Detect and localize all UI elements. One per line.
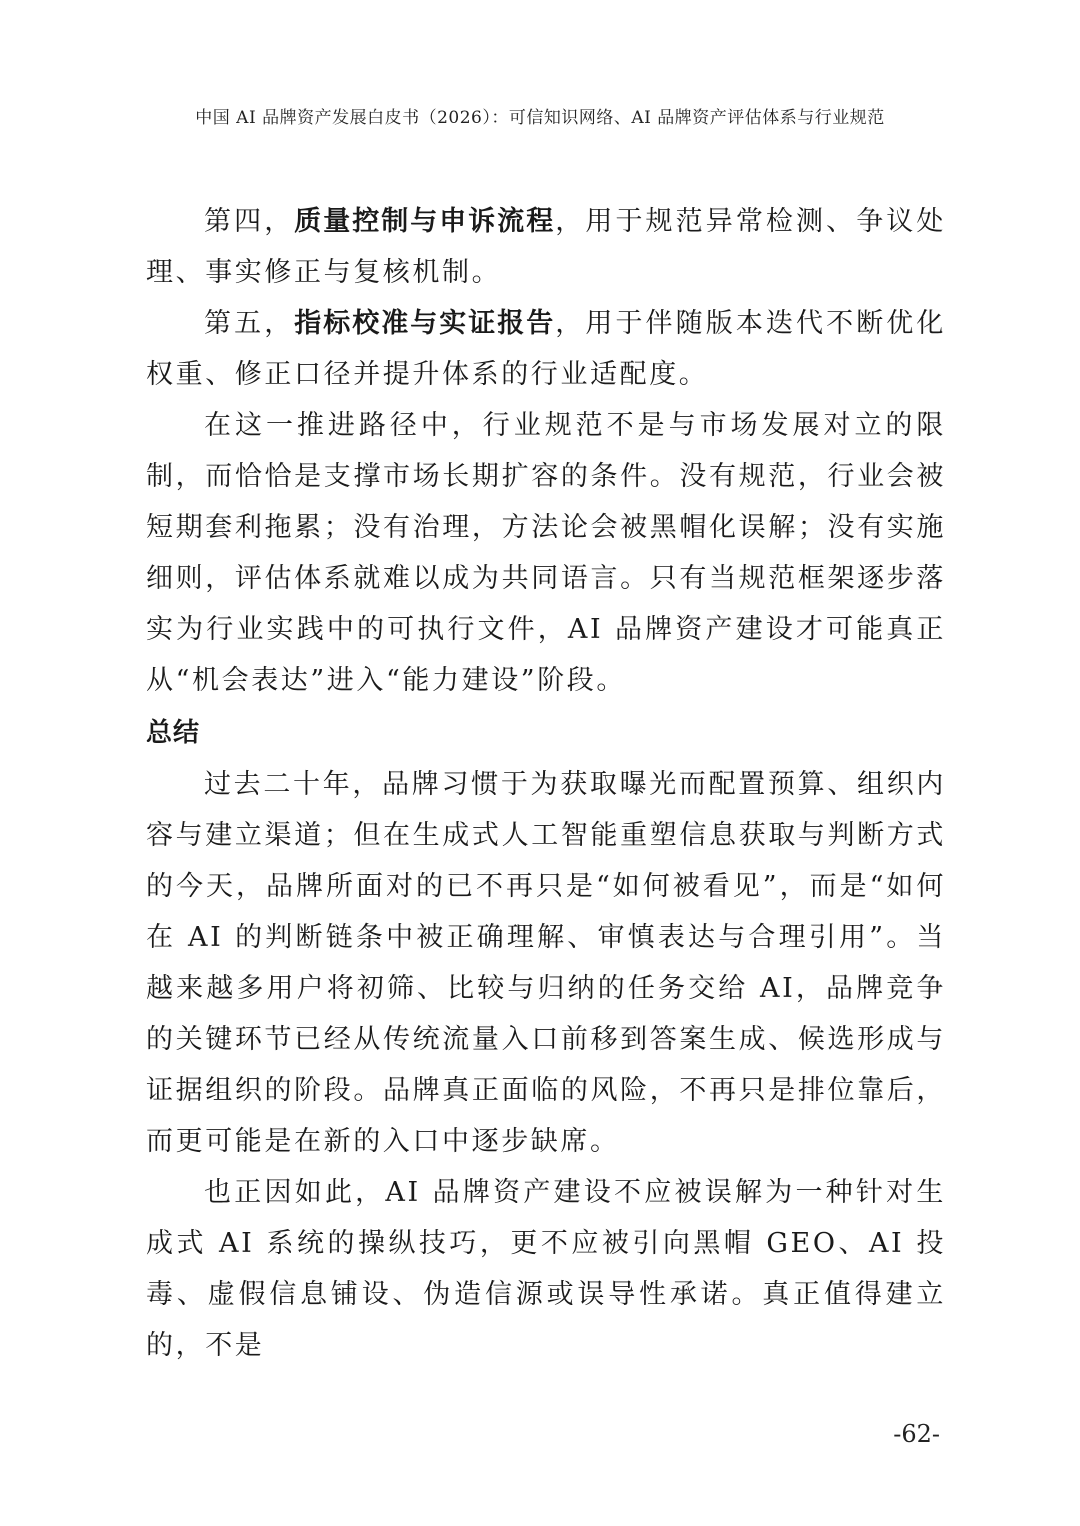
summary-paragraph-1: 过去二十年，品牌习惯于为获取曝光而配置预算、组织内容与建立渠道；但在生成式人工智能重塑信息获取与判断方式的今天，品牌所面对的已不再只是“如何被看见”，而是“如何在 AI 的判断链条中被正确理解、审慎表达与合理引用”。当越来越多用户将初筛、比较与归纳的任务交给 AI，品牌竞争的关键环节已经从传统流量入口前移到答案生成、候选形成与证据组织的阶段。品牌真正面临的风险，不再只是排位靠后，而更可能是在新的入口中逐步缺席。 [146,769,946,1157]
item-five-bold-term: 指标校准与实证报告 [294,308,556,339]
item-five-lead: 第五， [204,308,295,339]
paragraph-roadmap: 在这一推进路径中，行业规范不是与市场发展对立的限制，而恰恰是支撑市场长期扩容的条件。没有规范，行业会被短期套利拖累；没有治理，方法论会被黑帽化误解；没有实施细则，评估体系就难以成为共同语言。只有当规范框架逐步落实为行业实践中的可执行文件，AI 品牌资产建设才可能真正从“机会表达”进入“能力建设”阶段。 [146,410,946,696]
item-four-bold-term: 质量控制与申诉流程 [294,206,556,237]
running-header: 中国 AI 品牌资产发展白皮书（2026）：可信知识网络、AI 品牌资产评估体系与行业规范 [195,108,885,128]
paragraph-item-four [146,196,946,298]
page-body [146,196,946,1371]
summary-paragraph-2: 也正因如此，AI 品牌资产建设不应被误解为一种针对生成式 AI 系统的操纵技巧，更不应被引向黑帽 GEO、AI 投毒、虚假信息铺设、伪造信源或误导性承诺。真正值得建立的，不是 [146,1177,946,1361]
page-number: -62- [893,1420,940,1448]
paragraph-item-five [146,298,946,400]
item-five-text: ，用于伴随版本迭代不断优化权重、修正口径并提升体系的行业适配度。 [146,308,946,390]
item-four-lead: 第四， [204,206,295,237]
section-heading-summary: 总结 [146,718,201,748]
item-four-text: ，用于规范异常检测、争议处理、事实修正与复核机制。 [146,206,946,288]
